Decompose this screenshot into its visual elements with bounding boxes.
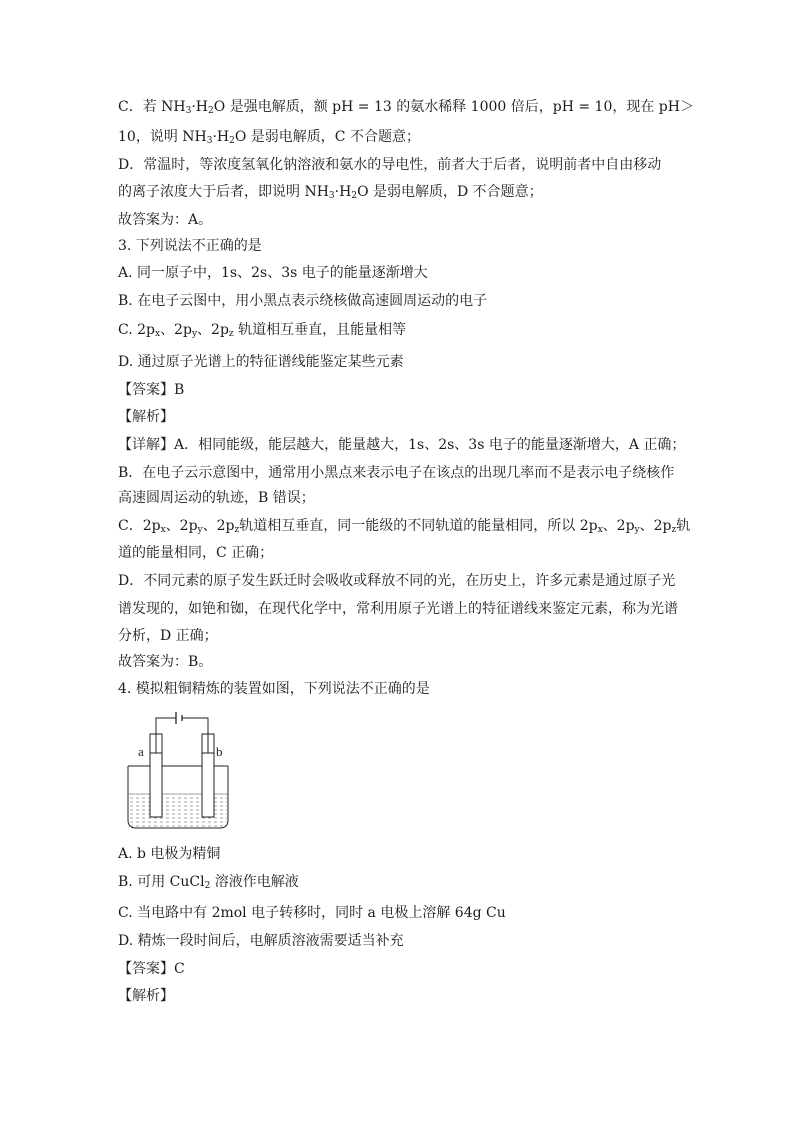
q3-analysis-heading: 【解析】	[118, 409, 174, 425]
q3-detail-2: B．在电子云示意图中，通常用小黑点来表示电子在该点的出现几率而不是表示电子绕核作	[118, 465, 675, 481]
q3-final-answer: 故答案为：B。	[118, 654, 213, 670]
previous-answer: 故答案为：A。	[118, 212, 213, 228]
q4-stem: 4. 模拟粗铜精炼的装置如图，下列说法不正确的是	[118, 681, 430, 697]
q4-option-d: D. 精炼一段时间后，电解质溶液需要适当补充	[118, 933, 404, 949]
q3-detail-7: 谱发现的，如铯和铷，在现代化学中，常利用原子光谱上的特征谱线来鉴定元素，称为光谱	[118, 601, 678, 617]
q4-option-c: C. 当电路中有 2mol 电子转移时，同时 a 电极上溶解 64g Cu	[118, 905, 506, 921]
q3-detail-8: 分析，D 正确；	[118, 628, 218, 644]
q3-stem: 3. 下列说法不正确的是	[118, 238, 262, 254]
label-a: a	[138, 744, 144, 759]
q3-option-a: A. 同一原子中，1s、2s、3s 电子的能量逐渐增大	[118, 265, 428, 281]
q3-detail-6: D．不同元素的原子发生跃迁时会吸收或释放不同的光，在历史上，许多元素是通过原子光	[118, 573, 676, 589]
electrode-b	[202, 753, 214, 817]
q4-option-a: A. b 电极为精铜	[118, 846, 221, 862]
q4-answer: 【答案】C	[118, 961, 185, 977]
q3-detail-3: 高速圆周运动的轨迹，B 错误；	[118, 490, 315, 506]
electrolysis-apparatus-diagram	[118, 708, 238, 833]
q3-option-c: C. $2p_x$、$2p_y$、$2p_z$ 轨道相互垂直，且能量相等	[118, 322, 407, 339]
q3-option-d: D. 通过原子光谱上的特征谱线能鉴定某些元素	[118, 354, 404, 370]
battery-circuit-wire	[150, 712, 214, 753]
q4-option-b: B. 可用 CuCl$_2$ 溶液作电解液	[118, 874, 299, 891]
d-option-line-2: 的离子浓度大于后者，即说明 $NH_3\cdot H_2O$ 是弱电解质，D 不合题意；	[118, 184, 543, 201]
q4-analysis-heading: 【解析】	[118, 988, 174, 1004]
q3-detail-1: 【详解】A．相同能级，能层越大，能量越大，1s、2s、3s 电子的能量逐渐增大，A 正确；	[118, 437, 686, 453]
q3-option-b: B. 在电子云图中，用小黑点表示绕核做高速圆周运动的电子	[118, 293, 488, 309]
d-option-line-1: D．常温时，等浓度氢氧化钠溶液和氨水的导电性，前者大于后者，说明前者中自由移动	[118, 157, 662, 173]
c-option-line-1: C．若 $NH_3\cdot H_2O$ 是强电解质，额 pH = 13 的氨水稀释 1000 倍后，pH = 10，现在 pH＞	[118, 99, 694, 116]
label-b: b	[216, 744, 223, 759]
q3-answer: 【答案】B	[118, 382, 185, 398]
q3-detail-4: C．$2p_x$、$2p_y$、$2p_z$轨道相互垂直，同一能级的不同轨道的能量相同，所以 $2p_x$、$2p_y$、$2p_z$轨	[118, 518, 691, 535]
c-option-line-2: 10，说明 $NH_3\cdot H_2O$ 是弱电解质，C 不合题意；	[118, 129, 420, 146]
q3-detail-5: 道的能量相同，C 正确；	[118, 545, 274, 561]
electrode-a	[150, 753, 162, 817]
